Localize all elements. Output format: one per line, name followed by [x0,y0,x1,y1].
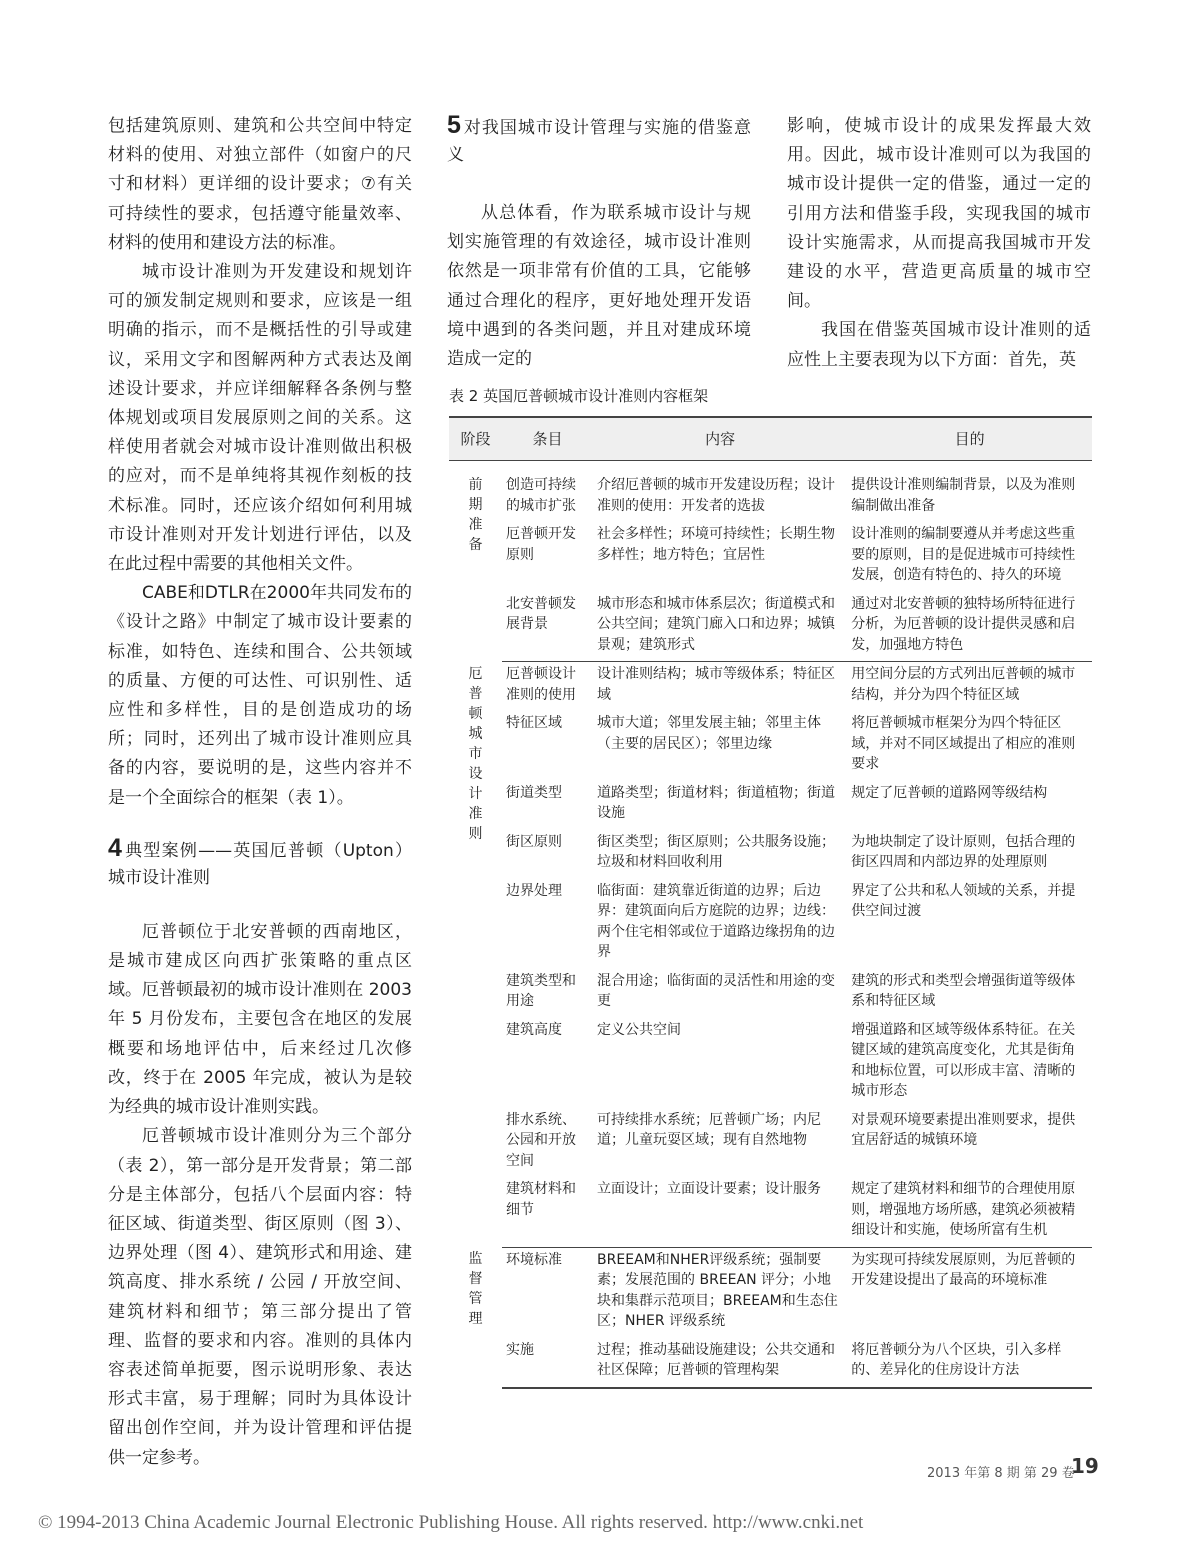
paragraph: 厄普顿城市设计准则分为三个部分（表 2），第一部分是开发背景；第二部分是主体部分，包括八个层面内容：特征区域、街道类型、街区原则（图 3）、边界处理（图 4）、建筑形式和用途、建筑高度、排水系统 / 公园 / 开放空间、建筑材料和细节；第三部分提出了管理、监督的要求和内容。准则的具体内容表述简单扼要，图示说明形象、表达形式丰富，易于理解；同时为具体设计留出创作空间，并为设计管理和评估提供一定参考。 [108,1126,412,1468]
content-cell: 城市大道；邻里发展主轴；邻里主体（主要的居民区）；邻里边缘 [597,715,822,752]
header-purpose: 目的 [847,417,1092,461]
item-cell: 街区原则 [505,833,562,850]
content-cell: 介绍厄普顿的城市开发建设历程；设计准则的使用：开发者的选拔 [597,477,836,514]
purpose-cell: 将厄普顿城市框架分为四个特征区域，并对不同区域提出了相应的准则要求 [851,715,1076,772]
framework-table [449,416,1092,1389]
purpose-cell: 为实现可持续发展原则，为厄普顿的开发建设提出了最高的环境标准 [851,1251,1076,1288]
text-column-middle [447,112,751,374]
purpose-cell: 为地块制定了设计原则，包括合理的街区四周和内部边界的处理原则 [851,833,1076,870]
item-cell: 排水系统、公园和开放空间 [505,1111,576,1169]
item-cell: 北安普顿发展背景 [502,592,593,662]
stage-label: 厄普顿城市设计准则 [468,665,483,842]
table-row [449,879,1092,969]
purpose-cell: 界定了公共和私人领域的关系，并提供空间过渡 [851,882,1076,919]
copyright-footer: © 1994-2013 China Academic Journal Electronic Publishing House. All rights reserved. http://www.cnki.net [38,1512,864,1533]
item-cell: 厄普顿开发原则 [505,526,576,563]
item-cell: 街道类型 [505,784,562,801]
content-cell: 街区类型；街区原则；公共服务设施；垃圾和材料回收利用 [597,833,836,870]
item-cell: 实施 [502,1338,593,1388]
section-heading-4 [108,835,412,892]
purpose-cell: 提供设计准则编制背景，以及为准则编制做出准备 [851,477,1076,514]
stage-label: 前期准备 [468,477,483,553]
paragraph: CABE和DTLR在2000年共同发布的《设计之路》中制定了城市设计要素的标准，如特色、连续和围合、公共领域的质量、方便的可达性、可识别性、适应性和多样性，目的是创造成功的场所；同时，还列出了城市设计准则应具备的内容，要说明的是，这些内容并不是一个全面综合的框架（表 1）。 [108,583,412,808]
content-cell: 道路类型；街道材料；街道植物；街道设施 [597,784,836,821]
content-cell: 立面设计；立面设计要素；设计服务 [593,1177,847,1247]
item-cell: 厄普顿设计准则的使用 [505,666,576,703]
content-cell: 社会多样性；环境可持续性；长期生物多样性；地方特色；宜居性 [597,526,836,563]
page-number: 19 [1071,1454,1099,1478]
item-cell: 环境标准 [505,1251,562,1268]
content-cell: BREEAM和NHER评级系统；强制要素；发展范围的 BREEAN 评分；小地块和集群示范项目；BREEAM和生态住区；NHER 评级系统 [597,1251,838,1329]
section-title: 典型案例——英国厄普顿（Upton）城市设计准则 [108,840,412,888]
header-item: 条目 [502,417,593,461]
content-cell: 混合用途；临街面的灵活性和用途的变更 [597,972,836,1009]
purpose-cell: 设计准则的编制要遵从并考虑这些重要的原则，目的是促进城市可持续性发展，创造有特色的、持久的环境 [851,526,1076,583]
purpose-cell: 用空间分层的方式列出厄普顿的城市结构，并分为四个特征区域 [851,666,1076,703]
purpose-cell: 规定了厄普顿的道路网等级结构 [851,784,1048,801]
stage-cell [449,461,502,662]
content-cell: 过程；推动基础设施建设；公共交通和社区保障；厄普顿的管理构架 [593,1338,847,1388]
table-row [449,592,1092,662]
table-row [449,781,1092,830]
table-row [449,1177,1092,1247]
paragraph: 影响，使城市设计的成果发挥最大效用。因此，城市设计准则可以为我国的城市设计提供一定的借鉴，通过一定的引用方法和借鉴手段，实现我国的城市设计实施需求，从而提高我国城市开发建设的水平，营造更高质量的城市空间。 [787,116,1091,312]
stage-cell [449,1247,502,1388]
table-caption: 表 2 英国厄普顿城市设计准则内容框架 [449,387,709,405]
content-cell: 可持续排水系统；厄普顿广场；内尼道；儿童玩耍区域；现有自然地物 [597,1111,822,1148]
table-row [449,1338,1092,1388]
purpose-cell: 建筑的形式和类型会增强街道等级体系和特征区域 [851,972,1076,1009]
content-cell: 定义公共空间 [597,1021,682,1038]
header-content: 内容 [593,417,847,461]
table-row [449,662,1092,712]
content-cell: 临街面：建筑靠近街道的边界；后边界：建筑面向后方庭院的边界；边线：两个住宅相邻或位于道路边缘拐角的边界 [597,882,836,960]
section-number: 4 [108,833,122,862]
table-row [449,1018,1092,1108]
stage-label: 监督管理 [468,1251,483,1327]
table-row [449,1108,1092,1178]
item-cell: 特征区域 [505,715,562,731]
purpose-cell: 对景观环境要素提出准则要求，提供宜居舒适的城镇环境 [851,1111,1076,1148]
stage-cell [449,662,502,1248]
table-row [449,461,1092,523]
item-cell: 创造可持续的城市扩张 [505,477,576,514]
purpose-cell: 规定了建筑材料和细节的合理使用原则，增强地方场所感，建筑必须被精细设计和实施，使场所富有生机 [847,1177,1092,1247]
header-stage: 阶段 [449,417,502,461]
item-cell: 建筑类型和用途 [505,972,576,1009]
table-row [449,830,1092,879]
purpose-cell: 将厄普顿分为八个区块，引入多样的、差异化的住房设计方法 [847,1338,1092,1388]
item-cell: 边界处理 [505,882,562,899]
table-row [449,711,1092,781]
text-column-right [787,112,1091,375]
purpose-cell: 通过对北安普顿的独特场所特征进行分析，为厄普顿的设计提供灵感和启发，加强地方特色 [847,592,1092,662]
paragraph: 城市设计准则为开发建设和规划许可的颁发制定规则和要求，应该是一组明确的指示，而不是概括性的引导或建议，采用文字和图解两种方式表达及阐述设计要求，并应详细解释各条例与整体规划或项目发展原则之间的关系。这样使用者就会对城市设计准则做出积极的应对，而不是单纯将其视作刻板的技术标准。同时，还应该介绍如何利用城市设计准则对开发计划进行评估，以及在此过程中需要的其他相关文件。 [108,262,412,575]
table-row [449,1247,1092,1338]
content-cell: 城市形态和城市体系层次；街道模式和公共空间；建筑门廊入口和边界；城镇景观；建筑形式 [593,592,847,662]
content-cell: 设计准则结构；城市等级体系；特征区域 [597,666,836,703]
paragraph: 厄普顿位于北安普顿的西南地区，是城市建成区向西扩张策略的重点区域。厄普顿最初的城市设计准则在 2003 年 5 月份发布，主要包含在地区的发展概要和场地评估中，后来经过几次修改，终于在 2005 年完成，被认为是较为经典的城市设计准则实践。 [108,921,412,1118]
text-column-left [108,112,412,1473]
table-header-row [449,417,1092,461]
section-heading-5 [447,112,751,169]
issue-info: 2013 年第 8 期 第 29 卷 [927,1466,1075,1481]
paragraph: 从总体看，作为联系城市设计与规划实施管理的有效途径，城市设计准则依然是一项非常有价值的工具，它能够通过合理化的程序，更好地处理开发语境中遇到的各类问题，并且对建成环境造成一定的 [447,203,751,370]
paragraph: 包括建筑原则、建筑和公共空间中特定材料的使用、对独立部件（如窗户的尺寸和材料）更详细的设计要求；⑦有关可持续性的要求，包括遵守能量效率、材料的使用和建设方法的标准。 [108,116,412,253]
item-cell: 建筑材料和细节 [502,1177,593,1247]
purpose-cell: 增强道路和区域等级体系特征。在关键区域的建筑高度变化，尤其是街角和地标位置，可以形成丰富、清晰的城市形态 [851,1021,1076,1099]
section-title: 对我国城市设计管理与实施的借鉴意义 [447,118,751,165]
table-row [449,522,1092,592]
item-cell: 建筑高度 [505,1021,562,1038]
table-row [449,969,1092,1018]
section-number: 5 [447,111,461,139]
paragraph: 我国在借鉴英国城市设计准则的适应性上主要表现为以下方面：首先，英 [787,320,1091,370]
